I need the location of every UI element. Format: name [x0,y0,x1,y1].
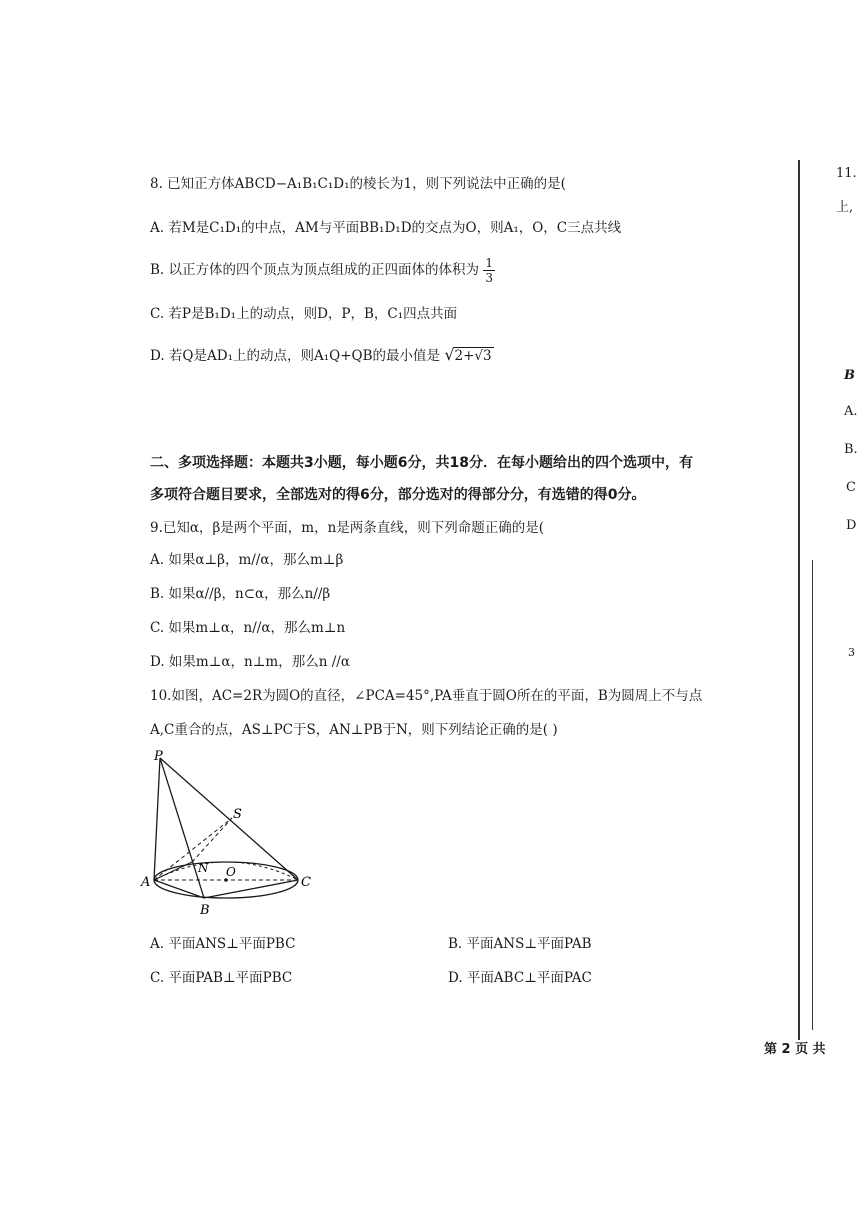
q10-option-d: D. 平面ABC⊥平面PAC [448,970,592,986]
q8-option-a: A. 若M是C₁D₁的中点，AM与平面BB₁D₁D的交点为O，则A₁，O，C三点共线 [150,220,622,236]
label-c: C [301,875,311,890]
label-s: S [233,807,242,822]
column-divider-secondary [812,560,813,1030]
section2-line2: 多项符合题目要求，全部选对的得6分，部分选对的得部分分，有选错的得0分。 [150,487,646,503]
right-fragment-c: C [846,480,856,495]
sqrt-icon: √ [444,345,455,364]
right-fragment-a: A. [844,404,858,419]
q9-option-d: D. 如果m⊥α，n⊥m，那么n //α [150,654,350,670]
geometry-figure [140,748,320,923]
label-a: A [141,875,151,890]
q8-option-b-text: B. 以正方体的四个顶点为顶点组成的正四面体的体积为 [150,262,480,278]
label-b: B [200,903,210,918]
q9-option-c: C. 如果m⊥α，n//α，那么m⊥n [150,620,346,636]
q9-option-b: B. 如果α//β，n⊂α，那么n//β [150,586,331,602]
q8-stem: 8. 已知正方体ABCD−A₁B₁C₁D₁的棱长为1，则下列说法中正确的是( [150,176,566,192]
q10-option-b: B. 平面ANS⊥平面PAB [448,936,592,952]
right-fragment-3: 3 [848,646,855,659]
q9-stem: 9.已知α，β是两个平面，m，n是两条直线，则下列命题正确的是( [150,520,545,536]
q8-option-b [150,256,495,285]
fraction-denominator: 3 [485,271,493,285]
line-bc [204,880,298,898]
radicand: 2+√3 [454,348,492,364]
fraction-numerator: 1 [485,256,493,270]
fraction [483,256,495,285]
right-fragment-d: D [846,518,857,533]
line-pa [154,758,160,880]
q10-stem-line2: A,C重合的点，AS⊥PC于S，AN⊥PB于N，则下列结论正确的是( ) [150,722,558,738]
label-n: N [198,861,209,875]
q8-option-d-text: D. 若Q是AD₁上的动点，则A₁Q+QB的最小值是 [150,348,441,364]
column-divider [798,160,800,1040]
q10-option-c: C. 平面PAB⊥平面PBC [150,970,293,986]
line-as [154,818,232,880]
right-fragment-11: 11. [836,166,857,181]
q8-option-d [150,344,494,364]
right-fragment-b: B [844,368,855,383]
label-p: P [154,749,163,764]
line-pb [160,758,204,898]
q9-option-a: A. 如果α⊥β，m//α，那么m⊥β [150,552,344,568]
page-footer: 第 2 页 共 [764,1042,826,1057]
line-ns [192,818,232,862]
right-fragment-shang: 上, [836,200,854,215]
label-o: O [226,865,236,879]
right-fragment-b2: B. [844,442,858,457]
q10-option-a: A. 平面ANS⊥平面PBC [150,936,296,952]
q8-option-c: C. 若P是B₁D₁上的动点，则D，P，B，C₁四点共面 [150,306,458,322]
q10-stem-line1: 10.如图，AC=2R为圆O的直径，∠PCA=45°,PA垂直于圆O所在的平面，B为圆周上不与点 [150,688,703,704]
section2-line1: 二、多项选择题：本题共3小题，每小题6分，共18分．在每小题给出的四个选项中，有 [150,455,693,471]
line-ab [154,880,204,898]
